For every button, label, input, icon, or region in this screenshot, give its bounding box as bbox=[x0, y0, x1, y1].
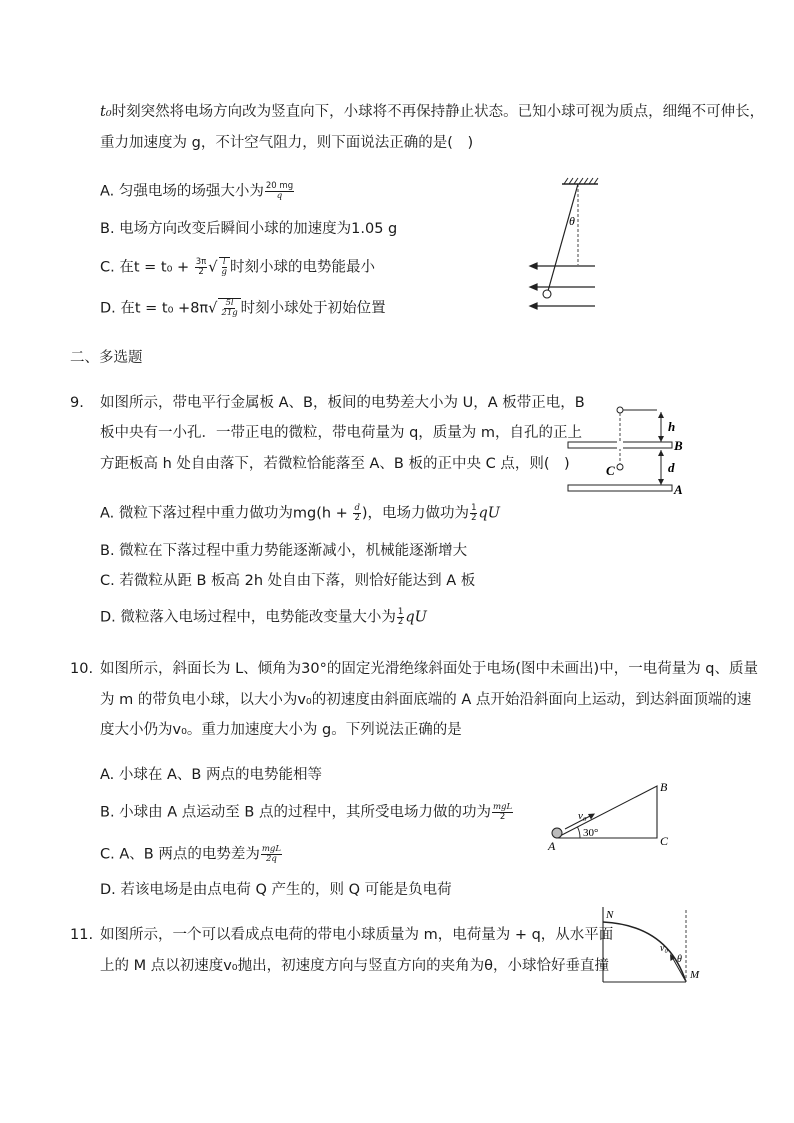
fraction: $\frac{20 mg}{q}$ bbox=[265, 181, 294, 201]
q10-incline-figure bbox=[540, 775, 680, 853]
section-title: 二、多选题 bbox=[70, 350, 143, 366]
q8-option-a: A. 匀强电场的场强大小为 $\frac{20 mg}{q}$ bbox=[100, 181, 294, 201]
q9-option-d: D. 微粒落入电场过程中，电势能改变量大小为 $\frac{1}{2}$ qU bbox=[100, 607, 427, 627]
label-d: d bbox=[668, 460, 675, 475]
fraction: $\frac{1}{2}$ bbox=[397, 607, 404, 627]
q8-option-c: C. 在t = t₀ + $\frac{3\pi}{2}$ √ $\frac{l}{g}$ 时刻小球的电势能最小 bbox=[100, 257, 375, 277]
fraction: $\frac{\text{mgL}}{2q}$ bbox=[261, 844, 281, 864]
t0-symbol: t₀ bbox=[100, 104, 112, 120]
label-A: A bbox=[548, 839, 556, 853]
q10-stem-line1: 如图所示，斜面长为 L、倾角为30°的固定光滑绝缘斜面处于电场(图中未画出)中，一电荷量为 q、质量 bbox=[100, 661, 759, 677]
q8-option-d: D. 在t = t₀ +8π√ $\frac{5l}{21g}$ 时刻小球处于初始位置 bbox=[100, 298, 386, 318]
fraction: $\frac{5l}{21g}$ bbox=[221, 298, 238, 318]
q11-stem-line1: 如图所示，一个可以看成点电荷的带电小球质量为 m，电荷量为 + q，从水平面 bbox=[100, 927, 614, 943]
q10-option-d: D. 若该电场是由点电荷 Q 产生的，则 Q 可能是负电荷 bbox=[100, 882, 452, 898]
sqrt-body bbox=[219, 257, 230, 277]
q8-stem-line2: 重力加速度为 g，不计空气阻力，则下面说法正确的是( ) bbox=[100, 135, 474, 151]
label-B: B bbox=[660, 780, 668, 794]
label-M: M bbox=[690, 969, 700, 981]
q11-number: 11. bbox=[70, 927, 94, 943]
label-theta: θ bbox=[677, 954, 682, 965]
q9-option-a: A. 微粒下落过程中重力做功为mg(h + $\frac{d}{2}$ )，电场力做功为 $\frac{1}{2}$ qU bbox=[100, 503, 500, 523]
q10-stem-line2: 为 m 的带负电小球，以大小为v₀的初速度由斜面底端的 A 点开始沿斜面向上运动，到达斜面顶端的速 bbox=[100, 692, 752, 708]
label-angle: 30° bbox=[583, 827, 599, 839]
sqrt-symbol: √ bbox=[208, 259, 218, 276]
q8-stem-line1: t₀时刻突然将电场方向改为竖直向下，小球将不再保持静止状态。已知小球可视为质点，细绳不可伸长， bbox=[100, 104, 765, 120]
q8-pendulum-figure bbox=[520, 175, 610, 315]
fraction: $\frac{\text{mgL}}{2}$ bbox=[492, 802, 513, 822]
label-B: B bbox=[674, 438, 683, 453]
sqrt-body bbox=[218, 298, 240, 318]
q9-plates-figure bbox=[562, 400, 694, 500]
q11-arc-figure bbox=[598, 902, 708, 987]
label-v0: v₀ bbox=[660, 943, 668, 954]
q9-stem-line1: 如图所示，带电平行金属板 A、B，板间的电势差大小为 U，A 板带正电，B bbox=[100, 395, 585, 411]
q10-option-a: A. 小球在 A、B 两点的电势能相等 bbox=[100, 767, 322, 783]
label-v0: v₀ bbox=[578, 810, 587, 822]
label-N: N bbox=[606, 909, 614, 921]
q9-option-b: B. 微粒在下落过程中重力势能逐渐减小，机械能逐渐增大 bbox=[100, 543, 468, 559]
fraction: $\frac{d}{2}$ bbox=[354, 503, 360, 523]
fraction: $\frac{1}{2}$ bbox=[471, 503, 477, 523]
q10-number: 10. bbox=[70, 661, 94, 677]
q9-stem-line3: 方距板高 h 处自由落下，若微粒恰能落至 A、B 板的正中央 C 点，则( ) bbox=[100, 456, 570, 472]
q10-stem-line3: 度大小仍为v₀。重力加速度大小为 g。下列说法正确的是 bbox=[100, 722, 462, 738]
theta-label: θ bbox=[569, 214, 575, 228]
q11-stem-line2: 上的 M 点以初速度v₀抛出，初速度方向与竖直方向的夹角为θ，小球恰好垂直撞 bbox=[100, 958, 609, 974]
label-C: C bbox=[606, 463, 615, 478]
fraction: $\frac{l}{g}$ bbox=[221, 257, 227, 277]
q10-option-b: B. 小球由 A 点运动至 B 点的过程中，其所受电场力做的功为 $\frac{\text{mgL}}{2}$ bbox=[100, 802, 513, 822]
q9-number: 9. bbox=[70, 395, 84, 411]
q8-option-b: B. 电场方向改变后瞬间小球的加速度为1.05 g bbox=[100, 221, 398, 237]
fraction: $\frac{3\pi}{2}$ bbox=[195, 257, 207, 277]
label-C: C bbox=[660, 834, 669, 848]
label-A: A bbox=[674, 482, 683, 497]
q9-stem-line2: 板中央有一小孔．一带正电的微粒，带电荷量为 q，质量为 m，自孔的正上 bbox=[100, 425, 583, 441]
q9-option-c: C. 若微粒从距 B 板高 2h 处自由下落，则恰好能达到 A 板 bbox=[100, 573, 476, 589]
q10-option-c: C. A、B 两点的电势差为 $\frac{\text{mgL}}{2q}$ bbox=[100, 844, 281, 864]
sqrt-symbol: √ bbox=[208, 300, 218, 317]
label-h: h bbox=[668, 419, 676, 434]
